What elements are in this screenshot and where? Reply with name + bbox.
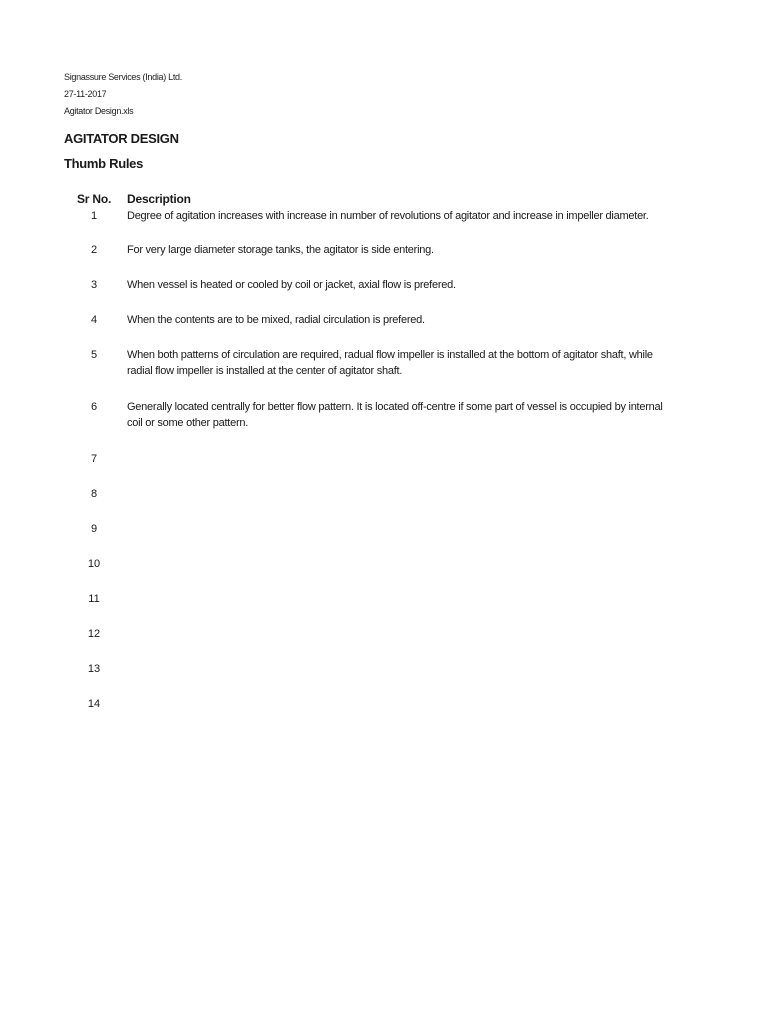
row-description: When the contents are to be mixed, radial circulation is prefered.: [127, 314, 425, 326]
row-number: 1: [90, 210, 98, 222]
row-number: 3: [90, 279, 98, 291]
document-subtitle: Thumb Rules: [64, 156, 144, 171]
column-header-sr-no: Sr No.: [77, 192, 112, 206]
row-description: For very large diameter storage tanks, the agitator is side entering.: [127, 244, 434, 256]
row-number: 5: [90, 349, 98, 361]
row-number: 6: [90, 401, 98, 413]
row-number: 8: [90, 488, 98, 500]
row-number: 4: [90, 314, 98, 326]
row-number: 7: [90, 453, 98, 465]
document-date: 27-11-2017: [64, 89, 107, 99]
company-name: Signassure Services (India) Ltd.: [64, 72, 182, 82]
row-description: When both patterns of circulation are required, radual flow impeller is installed at the bottom of agitator shaft, while radial flow impeller is installed at the center of agitator shaft.: [127, 349, 653, 377]
row-number: 13: [87, 663, 101, 675]
row-description: Generally located centrally for better flow pattern. It is located off-centre if some part of vessel is occupied by internal coil or some other pattern.: [127, 401, 663, 429]
row-description: Degree of agitation increases with increase in number of revolutions of agitator and increase in impeller diameter.: [127, 210, 649, 222]
file-name: Agitator Design.xls: [64, 106, 134, 116]
row-number: 2: [90, 244, 98, 256]
column-header-description: Description: [127, 192, 191, 206]
row-number: 14: [87, 698, 101, 710]
row-number: 10: [87, 558, 101, 570]
row-number: 9: [90, 523, 98, 535]
document-title: AGITATOR DESIGN: [64, 131, 179, 146]
row-number: 12: [87, 628, 101, 640]
row-number: 11: [88, 593, 100, 605]
row-description: When vessel is heated or cooled by coil or jacket, axial flow is prefered.: [127, 279, 456, 291]
